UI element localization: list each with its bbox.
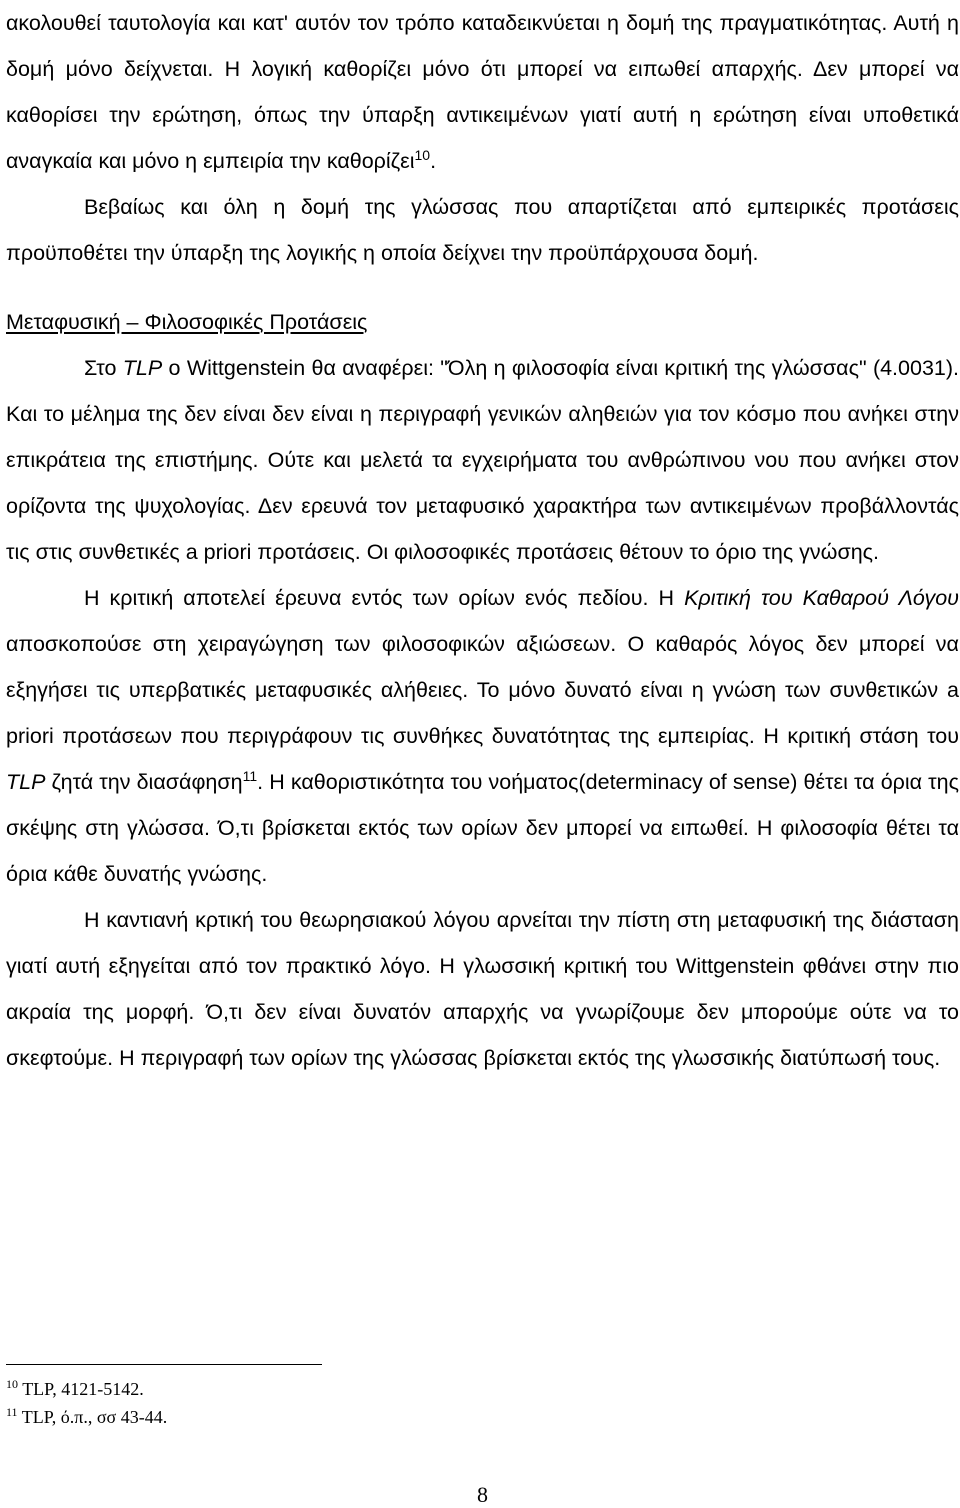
- footnote-text: TLP, ό.π., σσ 43-44.: [21, 1407, 168, 1427]
- footnote-number: 10: [6, 1377, 18, 1391]
- footnotes: [6, 1375, 167, 1431]
- critique-title-italic: Κριτική του Καθαρού Λόγου: [684, 586, 959, 610]
- footnote-number: 11: [6, 1405, 18, 1419]
- footnote-ref-10[interactable]: 10: [414, 146, 431, 163]
- paragraph-2: Βεβαίως και όλη η δομή της γλώσσας που απαρτίζεται από εμπειρικές προτάσεις προϋποθέτει την ύπαρξη της λογικής η οποία δείχνει την προϋπάρχουσα δομή.: [6, 195, 959, 265]
- paragraph-1-text: ακολουθεί ταυτολογία και κατ' αυτόν τον τρόπο καταδεικνύεται η δομή της πραγματικότητας. Αυτή η δομή μόνο δείχνεται. Η λογική καθορίζει μόνο ότι μπορεί να ειπωθεί απαρχής. Δεν μπορεί να καθορίσει την ερώτηση, όπως την ύπαρξη αντικειμένων γιατί αυτή η ερώτηση είναι υποθετικά αναγκαία και μόνο η εμπειρία την καθορίζει: [6, 11, 959, 173]
- footnote-ref-11[interactable]: 11: [242, 767, 258, 784]
- document-page: [6, 0, 959, 1508]
- page-number: 8: [477, 1482, 488, 1507]
- footnote-separator: [6, 1364, 322, 1365]
- tlp-italic: TLP: [6, 770, 46, 794]
- footnote-10: [6, 1375, 167, 1403]
- paragraph-4-text-d: . Η καθοριστικότητα του νοήματος(determinacy of sense) θέτει τα όρια της σκέψης στη γλώσσα. Ό,τι βρίσκεται εκτός των ορίων δεν μπορεί να ειπωθεί. Η φιλοσοφία θέτει τα όρια κάθε δυνατής γνώσης.: [6, 770, 959, 886]
- footnote-text: TLP, 4121-5142.: [22, 1379, 144, 1399]
- section-heading-row: [6, 276, 959, 345]
- paragraph-3-text-b: ο Wittgenstein θα αναφέρει: "Όλη η φιλοσοφία είναι κριτική της γλώσσας" (4.0031). Και το μέλημα της δεν είναι δεν είναι η περιγραφή γενικών αληθειών για τον κόσμο που ανήκει στην επικράτεια της επιστήμης. Ούτε και μελετά τα εγχειρήματα του ανθρώπινου νου που ανήκει στον ορίζοντα της ψυχολογίας. Δεν ερευνά τον μεταφυσικό χαρακτήρα των αντικειμένων προβάλλοντάς τις στις συνθετικές a priori προτάσεις. Οι φιλοσοφικές προτάσεις θέτουν το όριο της γνώσης.: [6, 356, 959, 564]
- paragraph-1-tail: .: [430, 149, 437, 173]
- paragraph-4-text-a: Η κριτική αποτελεί έρευνα εντός των ορίων ενός πεδίου. Η: [84, 586, 685, 610]
- paragraph-3: [6, 345, 959, 575]
- paragraph-3-text-a: Στο: [84, 356, 123, 380]
- paragraph-1: [6, 0, 959, 184]
- tlp-italic: TLP: [122, 356, 163, 380]
- paragraph-4-text-c: ζητά την διασάφηση: [45, 770, 243, 794]
- paragraph-5: Η καντιανή κρτική του θεωρησιακού λόγου αρνείται την πίστη στη μεταφυσική της διάσταση γιατί αυτή εξηγείται από τον πρακτικό λόγο. Η γλωσσική κριτική του Wittgenstein φθάνει στην πιο ακραία της μορφή. Ό,τι δεν είναι δυνατόν απαρχής να γνωρίζουμε δεν μπορούμε ούτε να το σκεφτούμε. Η περιγραφή των ορίων της γλώσσας βρίσκεται εκτός της γλωσσικής διατύπωσή τους.: [6, 908, 959, 1070]
- body-text: [6, 0, 959, 1081]
- footnote-11: [6, 1403, 167, 1431]
- paragraph-4: [6, 575, 959, 897]
- paragraph-4-text-b: αποσκοπούσε στη χειραγώγηση των φιλοσοφικών αξιώσεων. Ο καθαρός λόγος δεν μπορεί να εξηγήσει τις υπερβατικές μεταφυσικές αλήθειες. Το μόνο δυνατό είναι η γνώση των συνθετικών a priori προτάσεων που περιγράφουν τις συνθήκες δυνατότητας της εμπειρίας. Η κριτική στάση του: [6, 632, 959, 748]
- section-heading: Μεταφυσική – Φιλοσοφικές Προτάσεις: [6, 310, 368, 334]
